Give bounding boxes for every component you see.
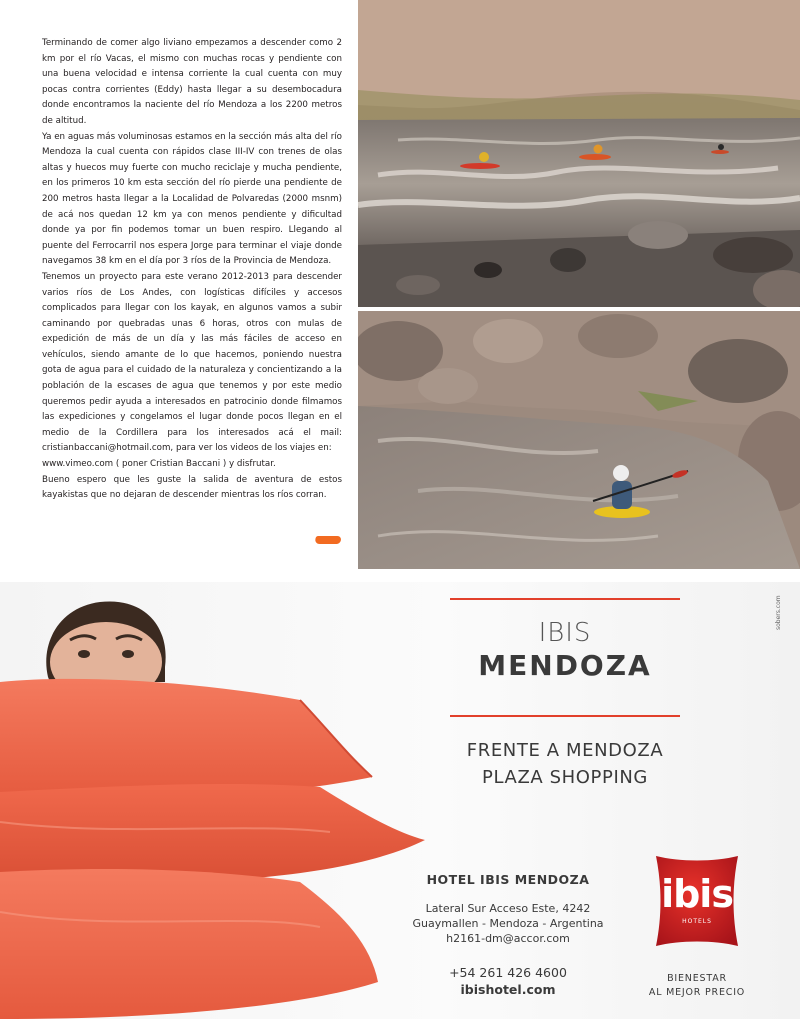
article-end-mark (314, 536, 343, 544)
ad-title-city: MENDOZA (478, 649, 652, 682)
agency-credit: sobers.com (775, 595, 782, 630)
ad-slogan (630, 972, 764, 1000)
logo-subtext: HOTELS (682, 918, 712, 925)
tagline-line-2: PLAZA SHOPPING (482, 767, 648, 788)
hotel-website-link[interactable]: ibishotel.com (460, 982, 556, 997)
title-bottom-rule (450, 715, 680, 717)
ad-tagline (440, 737, 690, 791)
article-paragraph-2: Ya en aguas más voluminosas estamos en la sección más alta del río Mendoza la cual cuenta con rápidos clase III-IV con trenes de olas altas y huecos muy fuerte con mucho reciclaje y mucha pendiente, en los primeros 10 km esta sección del río pierde una pendiente de 200 metros hasta llegar a la Localidad de Polvaredas (2000 msnm) de acá nos quedan 12 km ya con menos pendiente y dificultad donde ya por fin podemos tomar un buen respiro. Llegando al puente del Ferrocarril nos espera Jorge para terminar el viaje donde navegamos 38 km en el día por 3 ríos de la Provincia de Mendoza. (42, 131, 342, 267)
article-paragraph-3: Tenemos un proyecto para este verano 2012-2013 para descender varios ríos de Los Andes, con logísticas difíciles y accesos complicados para llegar con los kayak, en algunos vamos a subir caminando por quebradas unas 6 horas, otros con mulas de expedición de más de un día y las más fáciles de acceso en vehículos, siendo amante de lo que hacemos, poniendo nuestra gota de agua para el cuidado de la naturaleza y concientizando a la población de la escases de agua que tenemos y por este medio queremos pedir ayuda a interesados en patrocinio donde filmamos las expediciones y congelamos el lugar donde pocos llegan en el medio de la Cordillera para los interesados acá el mail: cristianbaccani@hotmail.com, para ver los videos de los viajes en: (42, 271, 342, 454)
ibis-advertisement (0, 582, 800, 1019)
hotel-contact-block (408, 872, 608, 998)
tagline-line-1: FRENTE A MENDOZA (466, 740, 664, 761)
ibis-logo-icon (650, 852, 744, 950)
slogan-line-2: AL MEJOR PRECIO (648, 987, 746, 998)
title-top-rule (450, 598, 680, 600)
article-paragraph-1: Terminando de comer algo liviano empezamos a descender como 2 km por el río Vacas, el mismo con muchas rocas y pendiente con una buena velocidad e intensa corriente la cual cuenta con muy pocas contra corrientes (Eddy) hasta llegar a su desembocadura donde encontramos la naciente del río Mendoza a los 2200 metros de altitud. (42, 38, 342, 126)
logo-wordmark: ibis (661, 872, 733, 916)
hotel-email[interactable]: h2161-dm@accor.com (446, 932, 570, 945)
hotel-phone[interactable]: +54 261 426 4600 (449, 965, 567, 980)
address-line-2: Guaymallen - Mendoza - Argentina (412, 917, 604, 930)
pillow-stack-illustration (0, 582, 460, 1019)
article-paragraph-5: Bueno espero que les guste la salida de aventura de estos kayakistas que no dejaran de descender mientras los ríos corran. (42, 474, 342, 501)
article-paragraph-4: www.vimeo.com ( poner Cristian Baccani ) y disfrutar. (42, 459, 276, 470)
hotel-name: HOTEL IBIS MENDOZA (426, 872, 590, 887)
ad-title (450, 618, 680, 684)
ad-title-brand: IBIS (538, 618, 592, 648)
article-body (42, 36, 342, 504)
river-photo-kayakers-group (358, 0, 800, 307)
river-photo-kayaker-close (358, 311, 800, 569)
address-line-1: Lateral Sur Acceso Este, 4242 (425, 902, 591, 915)
slogan-line-1: BIENESTAR (667, 973, 727, 984)
